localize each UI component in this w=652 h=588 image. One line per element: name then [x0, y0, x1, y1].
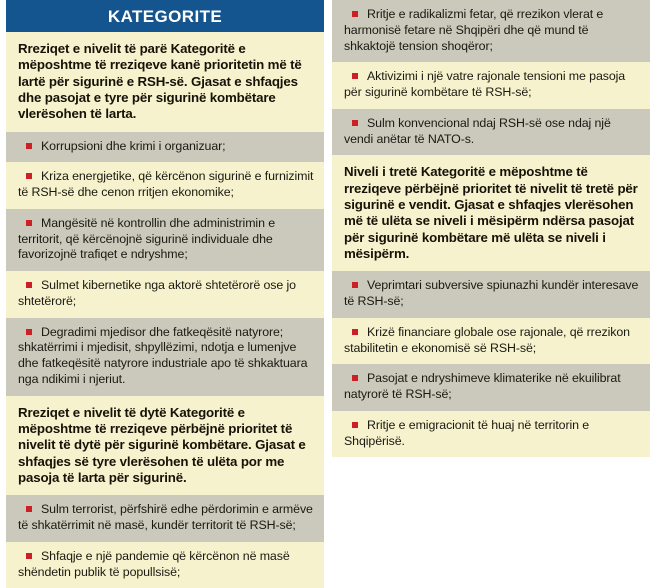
- column-tail-spacer: [332, 457, 650, 461]
- square-bullet-icon: [26, 220, 32, 226]
- list-item: [6, 209, 324, 271]
- list-item: [332, 364, 650, 411]
- list-item: [6, 495, 324, 542]
- square-bullet-icon: [26, 553, 32, 559]
- square-bullet-icon: [26, 173, 32, 179]
- list-item: [6, 162, 324, 209]
- level-one-heading: Rreziqet e nivelit të parë Kategoritë e mëposhtme të rreziqeve kanë prioritetin më të lartë për sigurinë e RSH-së. Gjasat e shfaqjes dhe pasojat e tyre për sigurinë kombëtare vlerësohen të larta.: [6, 32, 324, 132]
- list-item: [332, 0, 650, 62]
- square-bullet-icon: [352, 73, 358, 79]
- square-bullet-icon: [352, 375, 358, 381]
- page-title: KATEGORITE: [6, 0, 324, 32]
- right-column: [332, 0, 650, 461]
- list-item-text: Rritje e radikalizmi fetar, që rrezikon vlerat e harmonisë fetare në Shqipëri dhe që mund të shkaktojë tension shoqëror;: [344, 7, 604, 53]
- list-item: [332, 109, 650, 156]
- left-column: [6, 0, 324, 588]
- list-item-text: Sulm terrorist, përfshirë edhe përdorimin e armëve të shkatërrimit në masë, kundër territorit të RSH-së;: [18, 502, 313, 533]
- list-item: [6, 318, 324, 396]
- list-item-text: Mangësitë në kontrollin dhe administrimin e territorit, që kërcënojnë sigurinë individuale dhe favorizojnë trafiqet e ndryshme;: [18, 215, 275, 262]
- list-item-text: Veprimtari subversive spiunazhi kundër interesave të RSH-së;: [344, 278, 639, 309]
- list-item: [332, 318, 650, 365]
- square-bullet-icon: [352, 329, 358, 335]
- square-bullet-icon: [26, 506, 32, 512]
- square-bullet-icon: [352, 282, 358, 288]
- list-item: [6, 271, 324, 318]
- list-item-text: Kriza energjetike, që kërcënon sigurinë e furnizimit të RSH-së dhe cenon rritjen ekonomike;: [18, 169, 314, 200]
- square-bullet-icon: [352, 11, 358, 17]
- list-item-text: Korrupsioni dhe krimi i organizuar;: [41, 138, 226, 153]
- square-bullet-icon: [26, 143, 32, 149]
- list-item-text: Aktivizimi i një vatre rajonale tensioni me pasoja për sigurinë kombëtare të RSH-së;: [344, 69, 626, 99]
- list-item-text: Krizë financiare globale ose rajonale, që rrezikon stabilitetin e ekonomisë së RSH-së;: [344, 324, 630, 355]
- list-item: [6, 132, 324, 163]
- list-item: [332, 62, 650, 109]
- list-item: [332, 411, 650, 458]
- square-bullet-icon: [26, 329, 32, 335]
- list-item-text: Pasojat e ndryshimeve klimaterike në ekuilibrat natyrorë të RSH-së;: [344, 371, 621, 402]
- list-item-text: Shfaqje e një pandemie që kërcënon në masë shëndetin publik të popullsisë;: [18, 548, 290, 579]
- list-item-text: Rritje e emigracionit të huaj në territorin e Shqipërisë.: [344, 417, 590, 448]
- square-bullet-icon: [26, 282, 32, 288]
- level-three-heading: Niveli i tretë Kategoritë e mëposhtme të rreziqeve përbëjnë prioritet të nivelit të tretë për sigurinë e vendit. Gjasat e shfaqjes vlerësohen më të ulëta se niveli i mësipërm ndërsa pasojat për sigurinë kombëtare më ulëta se niveli i mësipërm.: [332, 155, 650, 271]
- level-two-heading: Rreziqet e nivelit të dytë Kategoritë e mëposhtme të rreziqeve përbëjnë prioritet të nivelit të dytë për sigurinë kombëtare. Gjasat e shfaqjes së tyre vlerësohen të ulëta por me pasoja të larta për sigurinë.: [6, 396, 324, 496]
- list-item-text: Sulm konvencional ndaj RSH-së ose ndaj një vendi anëtar të NATO-s.: [344, 115, 611, 146]
- list-item-text: Sulmet kibernetike nga aktorë shtetërorë ose jo shtetërorë;: [18, 278, 296, 308]
- list-item: [332, 271, 650, 318]
- square-bullet-icon: [352, 120, 358, 126]
- list-item-text: Degradimi mjedisor dhe fatkeqësitë natyrore; shkatërrimi i mjedisit, shpyllëzimi, ndotja e lumenjve dhe fatkeqësitë natyrore industriale apo të shkaktuara nga ndikimi i njeriut.: [18, 324, 308, 386]
- square-bullet-icon: [352, 422, 358, 428]
- list-item: [6, 542, 324, 588]
